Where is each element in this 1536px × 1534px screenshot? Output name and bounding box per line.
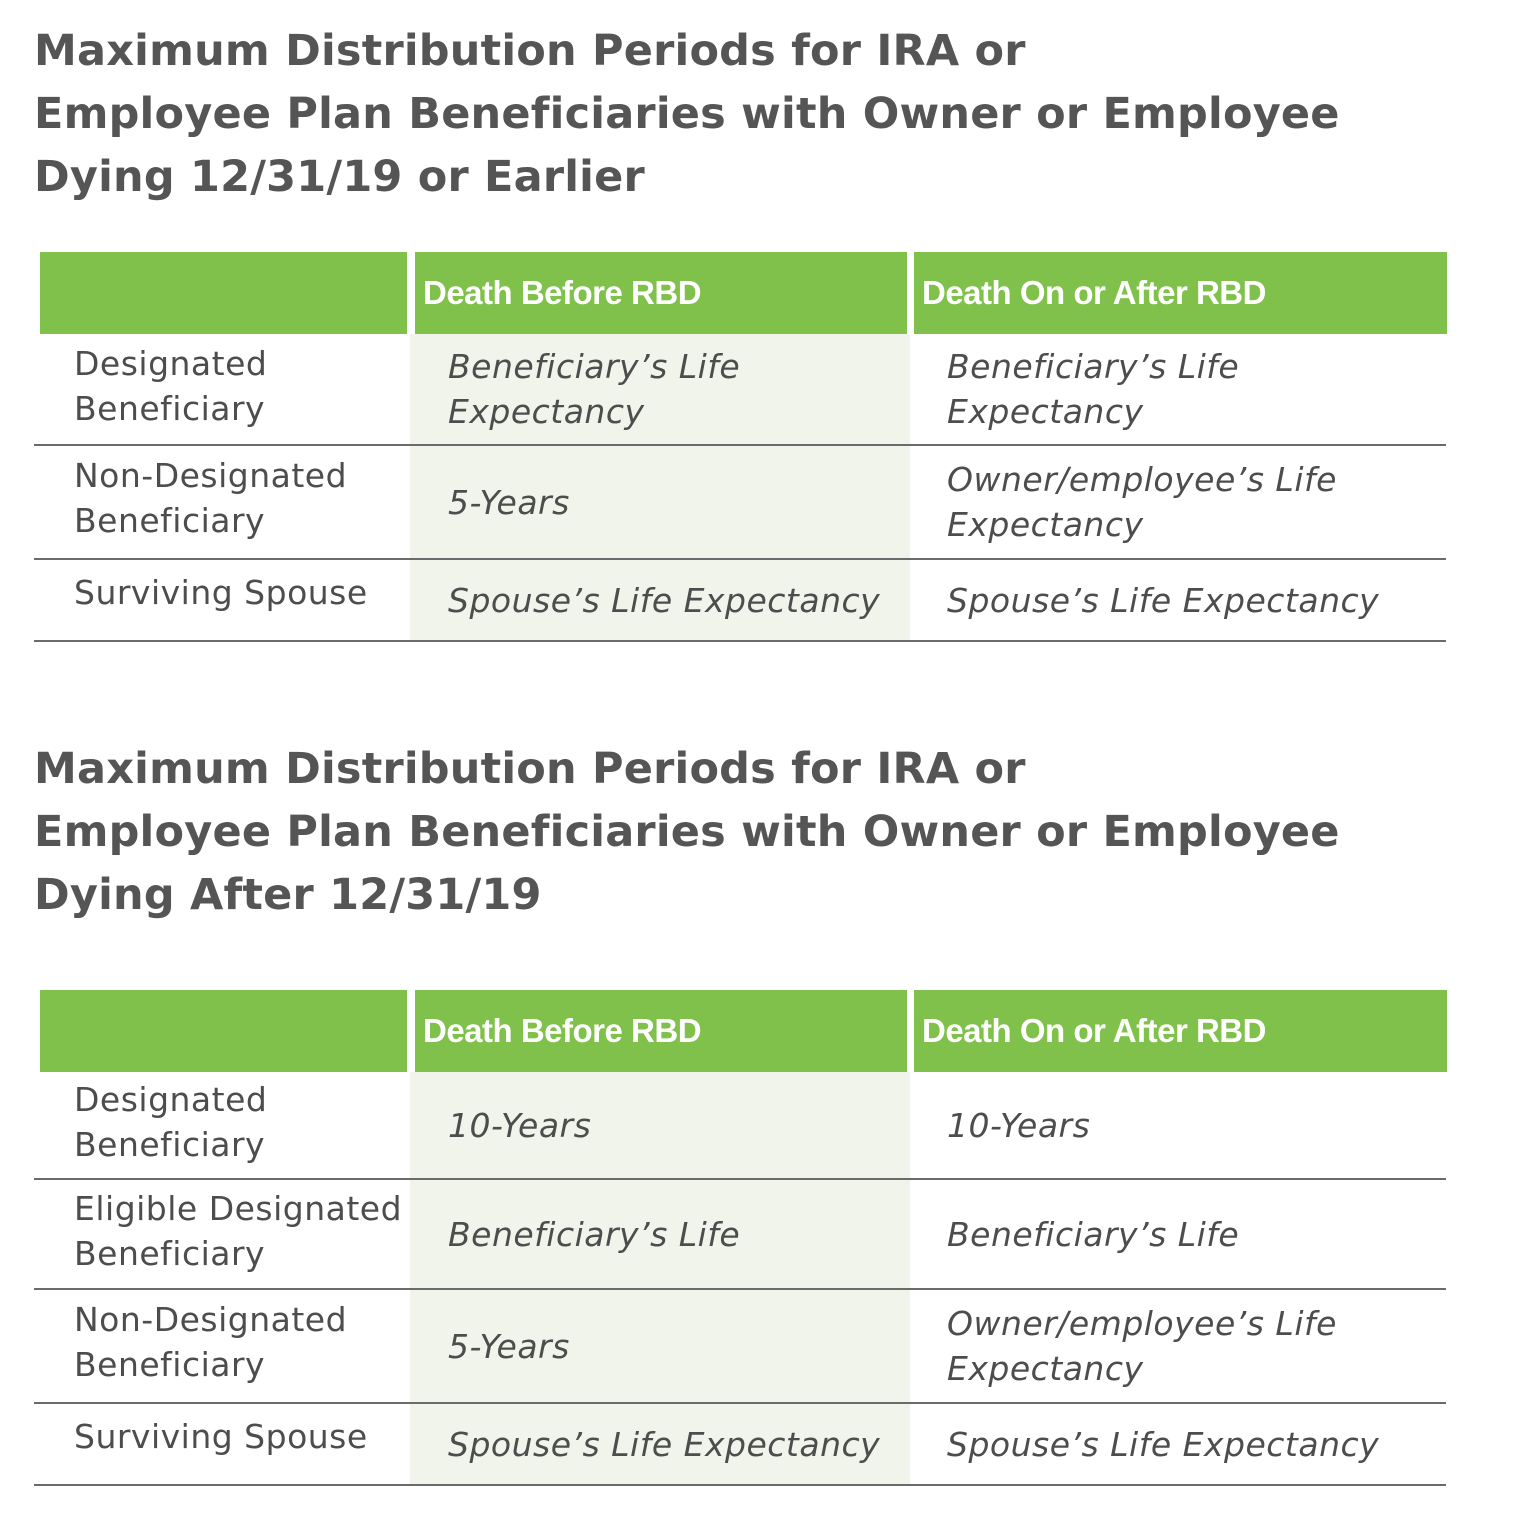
row-label: Non-Designated Beneficiary — [74, 456, 348, 540]
cell-after-rbd: Owner/employee’s Life Expectancy — [947, 460, 1337, 544]
row-label: Eligible Designated Beneficiary — [74, 1189, 403, 1273]
row-label: Non-Designated Beneficiary — [74, 1300, 348, 1384]
table-row — [34, 1404, 1446, 1486]
section-1-title-line: Dying 12/31/19 or Earlier — [34, 152, 645, 202]
section-1-title-line: Maximum Distribution Periods for IRA or — [34, 26, 1026, 76]
section-1-title-line: Employee Plan Beneficiaries with Owner or Employee — [34, 89, 1340, 139]
cell-before-rbd: 5-Years — [448, 1326, 570, 1366]
table-row — [34, 560, 1446, 642]
section-2-title — [34, 738, 1340, 927]
cell-after-rbd: 10-Years — [947, 1105, 1091, 1145]
cell-after-rbd: Spouse’s Life Expectancy — [947, 1424, 1380, 1464]
table-row — [34, 334, 1446, 446]
cell-after-rbd: Owner/employee’s Life Expectancy — [947, 1304, 1337, 1388]
cell-before-rbd: 5-Years — [448, 482, 570, 522]
header-cell-death-after-rbd: Death On or After RBD — [914, 990, 1447, 1072]
section-2-title-line: Dying After 12/31/19 — [34, 870, 542, 920]
header-cell-death-before-rbd: Death Before RBD — [415, 252, 907, 334]
table-header-row — [34, 990, 1446, 1072]
header-cell-death-before-rbd: Death Before RBD — [415, 990, 907, 1072]
cell-before-rbd: Beneficiary’s Life Expectancy — [448, 347, 741, 431]
cell-before-rbd: Beneficiary’s Life — [448, 1214, 741, 1254]
section-1-title — [34, 20, 1340, 209]
cell-before-rbd: Spouse’s Life Expectancy — [448, 1424, 881, 1464]
table-row — [34, 1290, 1446, 1404]
header-cell-empty — [40, 252, 407, 334]
cell-after-rbd: Spouse’s Life Expectancy — [947, 580, 1380, 620]
cell-after-rbd: Beneficiary’s Life Expectancy — [947, 347, 1240, 431]
distribution-table-post-2019 — [34, 990, 1446, 1486]
section-2-title-line: Employee Plan Beneficiaries with Owner or Employee — [34, 807, 1340, 857]
table-header-row — [34, 252, 1446, 334]
table-row — [34, 446, 1446, 560]
row-label: Surviving Spouse — [74, 572, 368, 612]
row-label: Designated Beneficiary — [74, 1080, 268, 1164]
row-label: Surviving Spouse — [74, 1416, 368, 1456]
header-cell-empty — [40, 990, 407, 1072]
section-2-title-line: Maximum Distribution Periods for IRA or — [34, 744, 1026, 794]
table-row — [34, 1072, 1446, 1180]
header-cell-death-after-rbd: Death On or After RBD — [914, 252, 1447, 334]
distribution-table-pre-2020 — [34, 252, 1446, 642]
row-label: Designated Beneficiary — [74, 344, 268, 428]
cell-before-rbd: Spouse’s Life Expectancy — [448, 580, 881, 620]
table-row — [34, 1180, 1446, 1290]
cell-before-rbd: 10-Years — [448, 1105, 592, 1145]
cell-after-rbd: Beneficiary’s Life — [947, 1214, 1240, 1254]
